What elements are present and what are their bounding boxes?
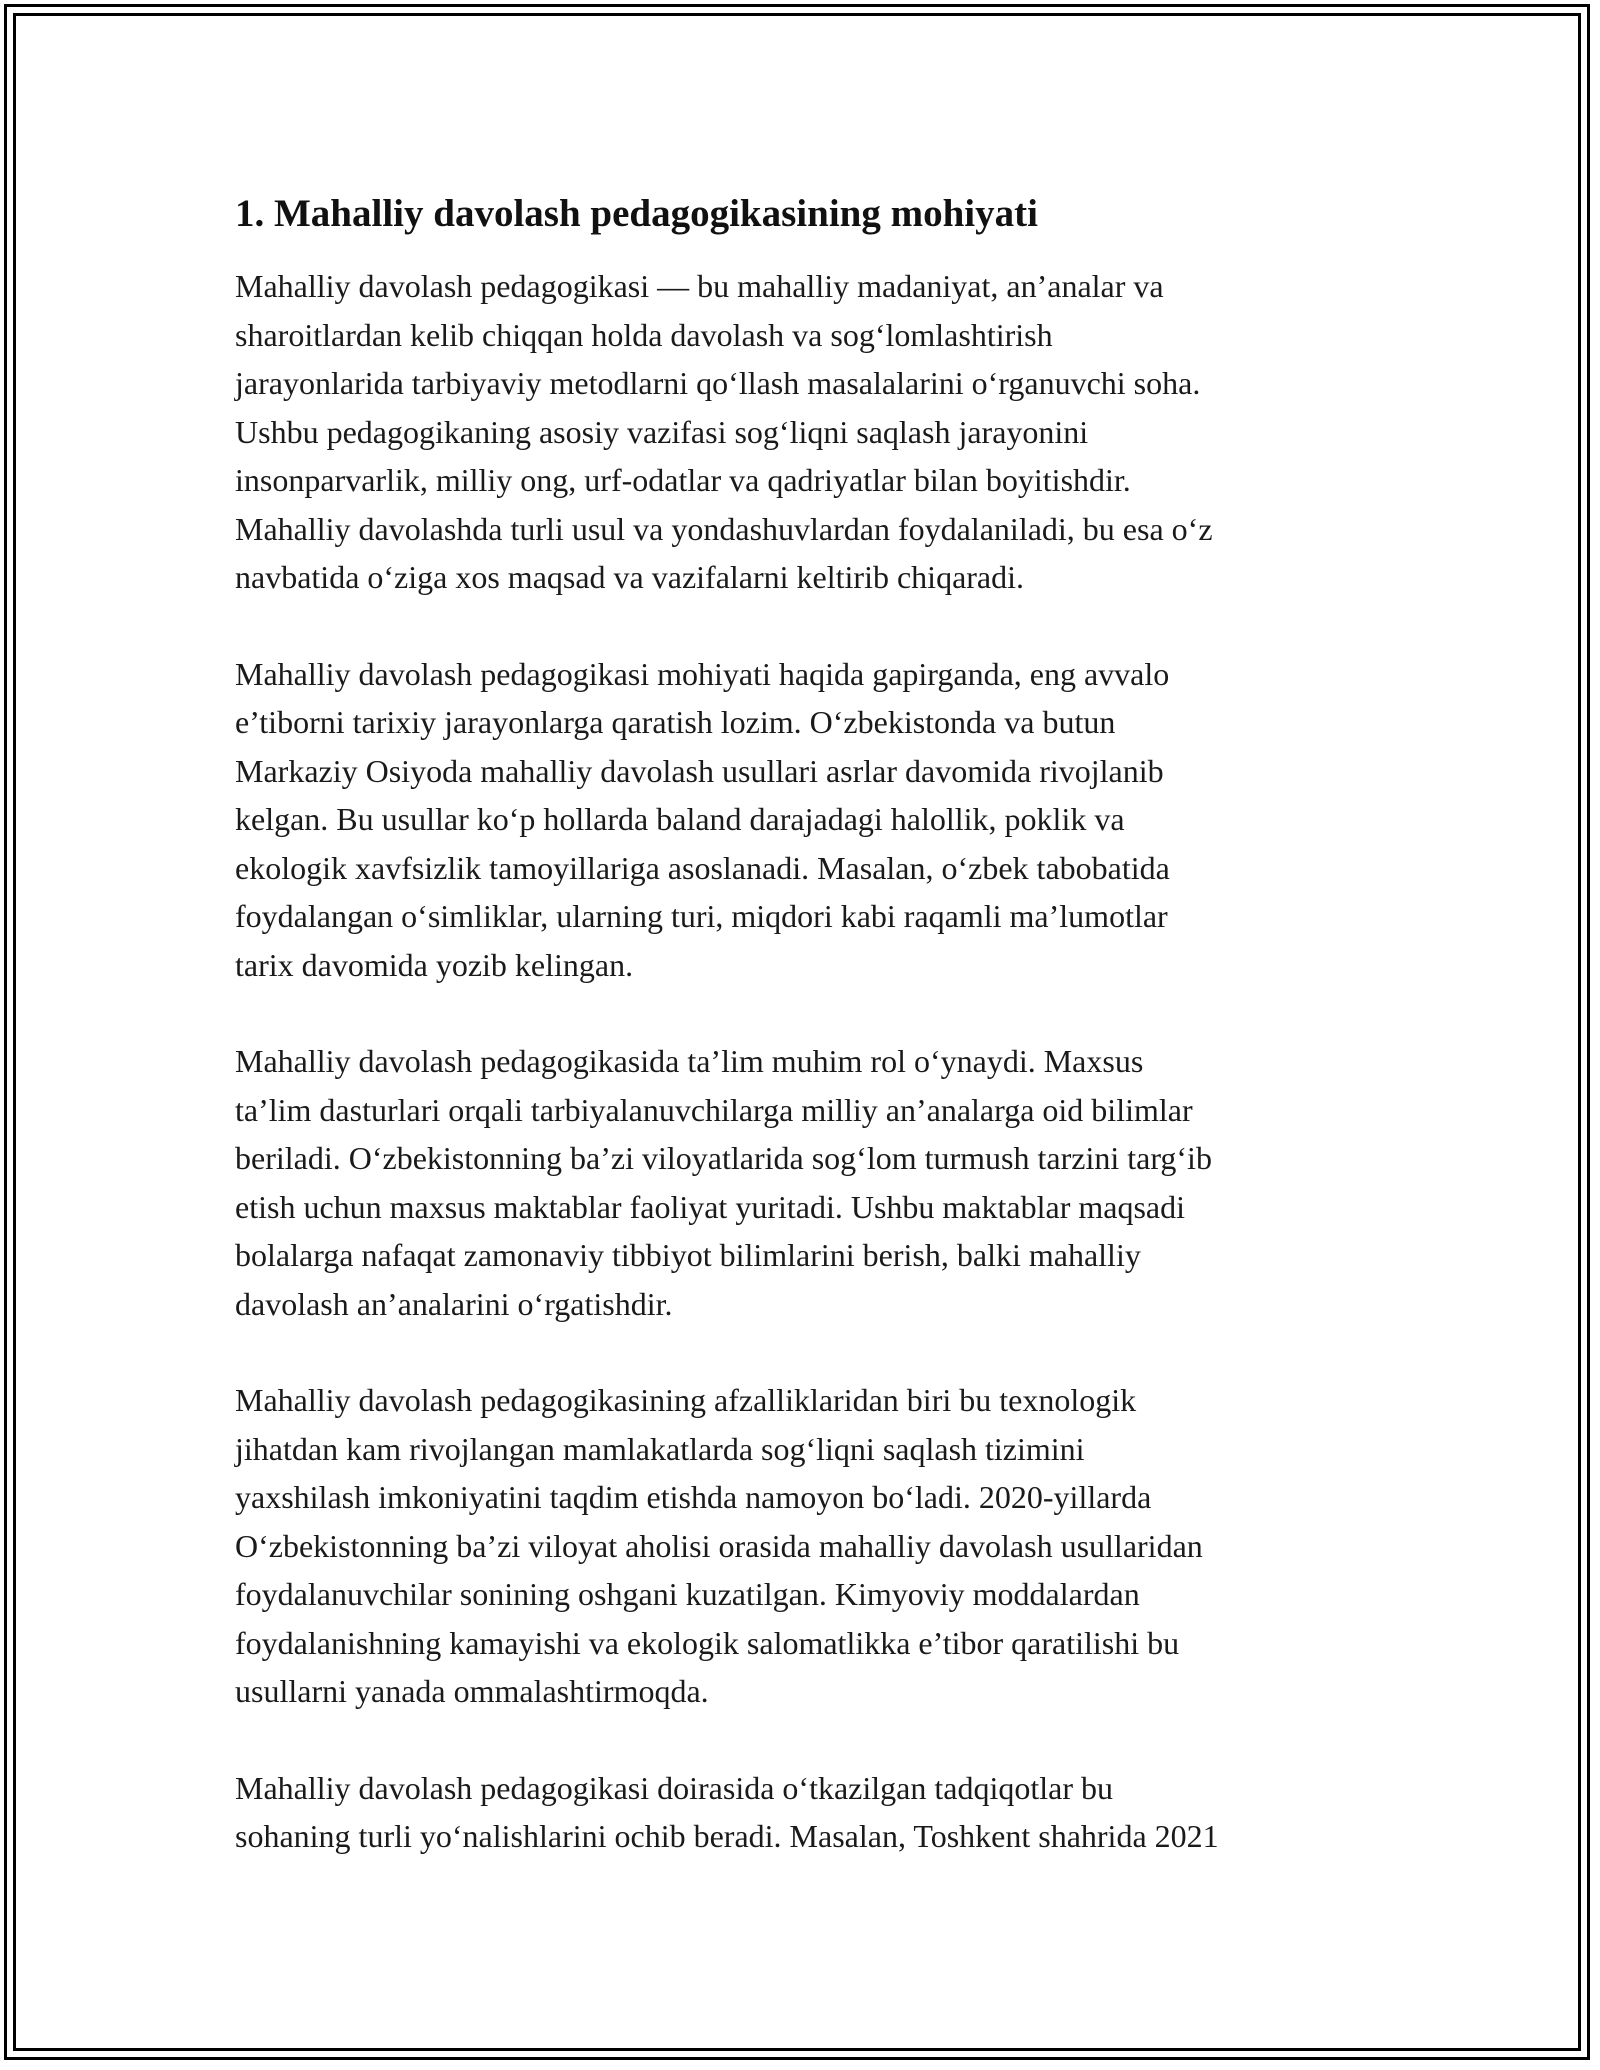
paragraph-3 [235, 1037, 1375, 1328]
text-line: Mahalliy davolash pedagogikasi mohiyati haqida gapirganda, eng avvalo [235, 655, 1170, 692]
text-line: etish uchun maxsus maktablar faoliyat yuritadi. Ushbu maktablar maqsadi [235, 1188, 1185, 1225]
text-line: sharoitlardan kelib chiqqan holda davolash va sog‘lomlashtirish [235, 316, 1053, 353]
text-line: foydalangan o‘simliklar, ularning turi, miqdori kabi raqamli ma’lumotlar [235, 898, 1168, 934]
text-line: foydalanuvchilar sonining oshgani kuzatilgan. Kimyoviy moddalardan [235, 1576, 1140, 1612]
text-line: Mahalliy davolash pedagogikasining afzalliklaridan biri bu texnologik [235, 1382, 1137, 1418]
text-line: yaxshilash imkoniyatini taqdim etishda namoyon bo‘ladi. 2020-yillarda [235, 1479, 1152, 1515]
text-line: insonparvarlik, milliy ong, urf-odatlar va qadriyatlar bilan boyitishdir. [235, 462, 1131, 498]
paragraph-5 [235, 1764, 1375, 1861]
text-line: davolash an’analarini o‘rgatishdir. [235, 1285, 673, 1322]
text-line: jihatdan kam rivojlangan mamlakatlarda sog‘liqni saqlash tizimini [235, 1430, 1085, 1467]
text-line: navbatida o‘ziga xos maqsad va vazifalarni keltirib chiqaradi. [235, 559, 1025, 595]
text-line: ta’lim dasturlari orqali tarbiyalanuvchilarga milliy an’analarga oid bilimlar [235, 1091, 1193, 1128]
text-line: kelgan. Bu usullar ko‘p hollarda baland darajadagi halollik, poklik va [235, 801, 1125, 837]
text-line: Markaziy Osiyoda mahalliy davolash usullari asrlar davomida rivojlanib [235, 752, 1164, 789]
text-line: O‘zbekistonning ba’zi viloyat aholisi orasida mahalliy davolash usullaridan [235, 1527, 1203, 1564]
paragraph-4 [235, 1376, 1375, 1716]
text-line: foydalanishning kamayishi va ekologik salomatlikka e’tibor qaratilishi bu [235, 1624, 1180, 1661]
text-line: Mahalliy davolashda turli usul va yondashuvlardan foydalaniladi, bu esa o‘z [235, 510, 1213, 547]
section-heading: 1. Mahalliy davolash pedagogikasining mohiyati [235, 192, 1038, 235]
paragraph-2 [235, 650, 1375, 990]
text-line: sohaning turli yo‘nalishlarini ochib beradi. Masalan, Toshkent shahrida 2021 [235, 1818, 1219, 1854]
text-line: Mahalliy davolash pedagogikasida ta’lim muhim rol o‘ynaydi. Maxsus [235, 1043, 1144, 1079]
text-line: usullarni yanada ommalashtirmoqda. [235, 1673, 709, 1709]
text-line: Mahalliy davolash pedagogikasi — bu mahalliy madaniyat, an’analar va [235, 268, 1164, 304]
text-line: ekologik xavfsizlik tamoyillariga asoslanadi. Masalan, o‘zbek tabobatida [235, 849, 1170, 886]
text-line: Mahalliy davolash pedagogikasi doirasida o‘tkazilgan tadqiqotlar bu [235, 1769, 1113, 1806]
document-body [235, 188, 1375, 1909]
paragraph-1 [235, 262, 1375, 602]
text-line: bolalarga nafaqat zamonaviy tibbiyot bilimlarini berish, balki mahalliy [235, 1237, 1141, 1273]
text-line: jarayonlarida tarbiyaviy metodlarni qo‘llash masalalarini o‘rganuvchi soha. [235, 365, 1201, 401]
text-line: tarix davomida yozib kelingan. [235, 946, 634, 983]
text-line: beriladi. O‘zbekistonning ba’zi viloyatlarida sog‘lom turmush tarzini targ‘ib [235, 1140, 1212, 1176]
text-line: e’tiborni tarixiy jarayonlarga qaratish lozim. O‘zbekistonda va butun [235, 704, 1116, 740]
text-line: Ushbu pedagogikaning asosiy vazifasi sog‘liqni saqlash jarayonini [235, 413, 1089, 450]
